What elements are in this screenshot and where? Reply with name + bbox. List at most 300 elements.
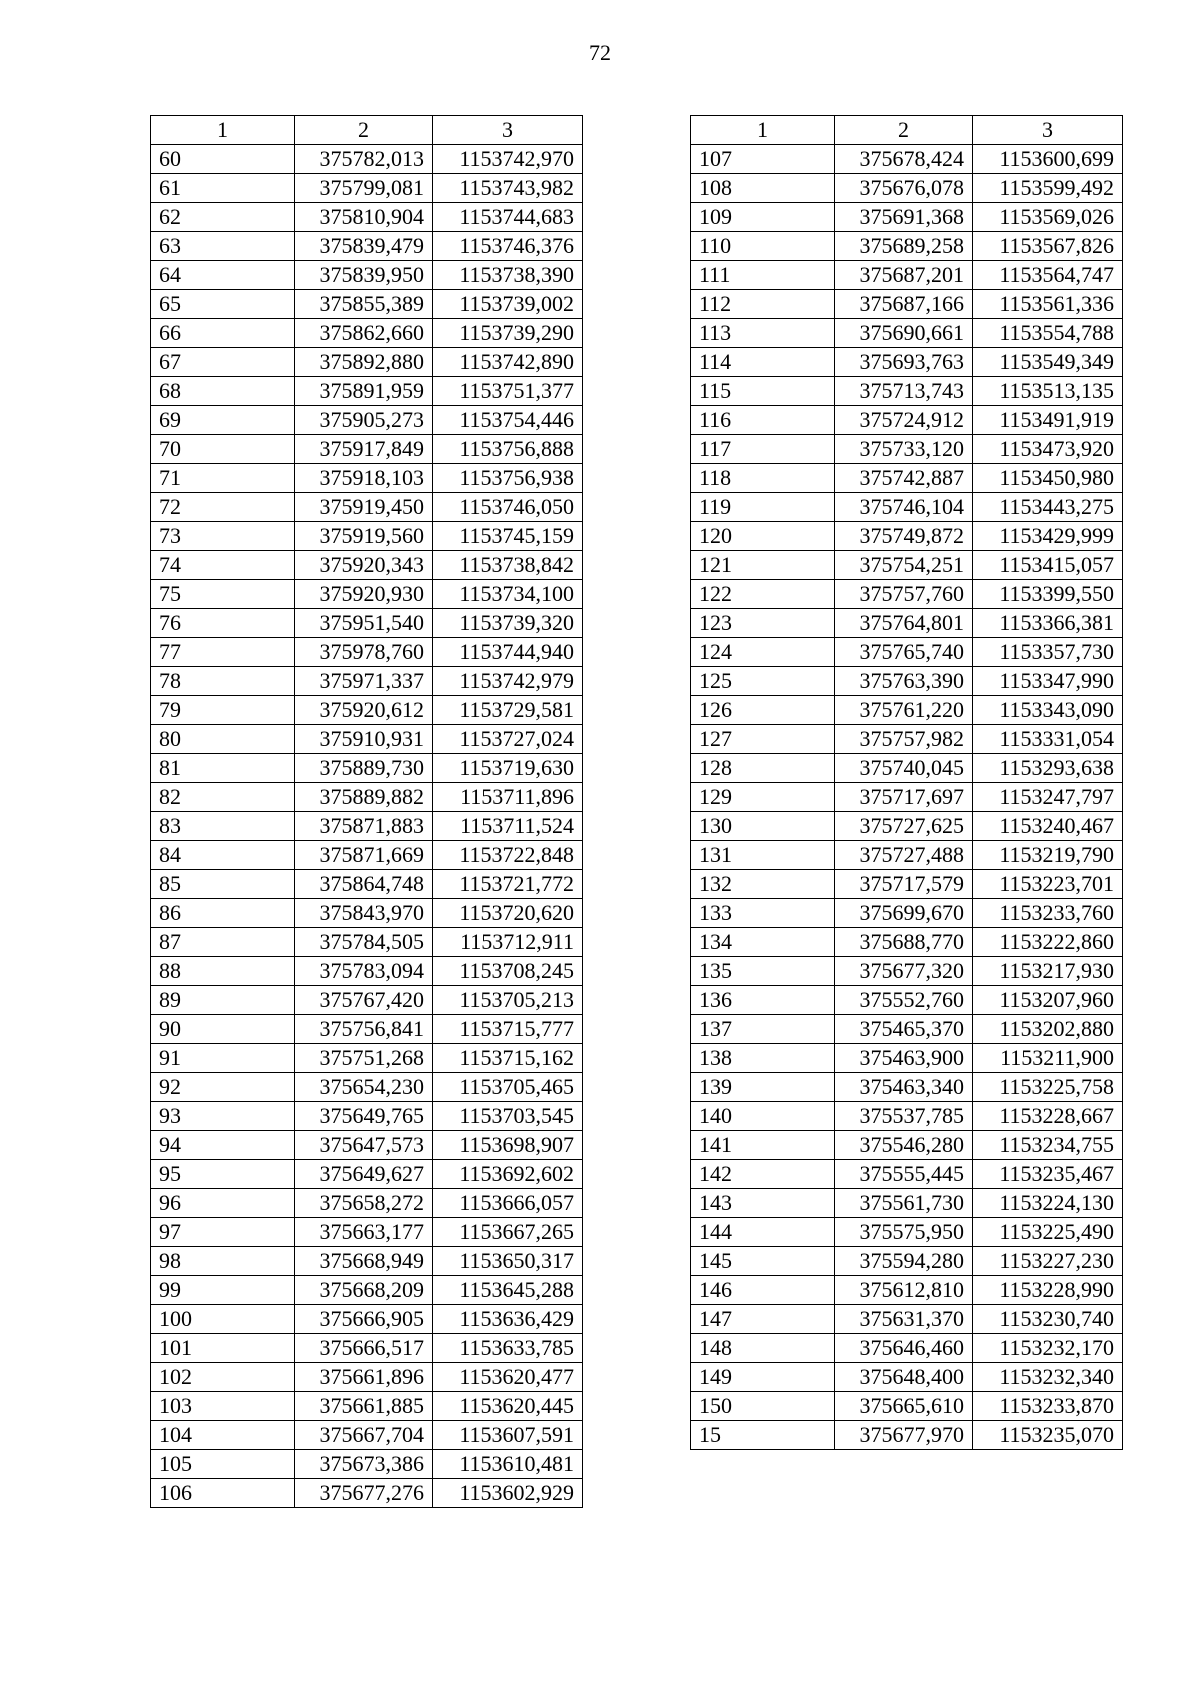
x-coordinate-cell: 375575,950	[835, 1218, 973, 1247]
table-row	[691, 609, 1123, 638]
point-number-cell: 105	[151, 1450, 295, 1479]
table-row	[151, 377, 583, 406]
table-row	[151, 1363, 583, 1392]
x-coordinate-cell: 375799,081	[295, 174, 433, 203]
point-number-cell: 131	[691, 841, 835, 870]
point-number-cell: 78	[151, 667, 295, 696]
table-row	[151, 203, 583, 232]
y-coordinate-cell: 1153712,911	[433, 928, 583, 957]
point-number-cell: 65	[151, 290, 295, 319]
x-coordinate-cell: 375919,450	[295, 493, 433, 522]
table-row	[151, 783, 583, 812]
x-coordinate-cell: 375561,730	[835, 1189, 973, 1218]
y-coordinate-cell: 1153645,288	[433, 1276, 583, 1305]
y-coordinate-cell: 1153415,057	[973, 551, 1123, 580]
table-row	[691, 1044, 1123, 1073]
table-row	[691, 1189, 1123, 1218]
table-row	[691, 406, 1123, 435]
x-coordinate-cell: 375677,276	[295, 1479, 433, 1508]
table-row	[151, 928, 583, 957]
y-coordinate-cell: 1153720,620	[433, 899, 583, 928]
y-coordinate-cell: 1153742,970	[433, 145, 583, 174]
y-coordinate-cell: 1153751,377	[433, 377, 583, 406]
x-coordinate-cell: 375689,258	[835, 232, 973, 261]
x-coordinate-cell: 375687,201	[835, 261, 973, 290]
point-number-cell: 103	[151, 1392, 295, 1421]
x-coordinate-cell: 375920,343	[295, 551, 433, 580]
y-coordinate-cell: 1153399,550	[973, 580, 1123, 609]
point-number-cell: 97	[151, 1218, 295, 1247]
x-coordinate-cell: 375746,104	[835, 493, 973, 522]
point-number-cell: 129	[691, 783, 835, 812]
x-coordinate-cell: 375678,424	[835, 145, 973, 174]
table-row	[691, 812, 1123, 841]
table-row	[691, 174, 1123, 203]
x-coordinate-cell: 375668,949	[295, 1247, 433, 1276]
table-row	[691, 145, 1123, 174]
point-number-cell: 106	[151, 1479, 295, 1508]
point-number-cell: 85	[151, 870, 295, 899]
y-coordinate-cell: 1153564,747	[973, 261, 1123, 290]
x-coordinate-cell: 375891,959	[295, 377, 433, 406]
point-number-cell: 140	[691, 1102, 835, 1131]
x-coordinate-cell: 375783,094	[295, 957, 433, 986]
x-coordinate-cell: 375555,445	[835, 1160, 973, 1189]
y-coordinate-cell: 1153234,755	[973, 1131, 1123, 1160]
x-coordinate-cell: 375666,517	[295, 1334, 433, 1363]
table-row	[691, 1276, 1123, 1305]
point-number-cell: 77	[151, 638, 295, 667]
table-row	[691, 464, 1123, 493]
y-coordinate-cell: 1153600,699	[973, 145, 1123, 174]
y-coordinate-cell: 1153734,100	[433, 580, 583, 609]
y-coordinate-cell: 1153739,290	[433, 319, 583, 348]
table-row	[691, 1305, 1123, 1334]
column-header: 1	[151, 116, 295, 145]
x-coordinate-cell: 375871,669	[295, 841, 433, 870]
point-number-cell: 122	[691, 580, 835, 609]
y-coordinate-cell: 1153756,888	[433, 435, 583, 464]
table-row	[151, 1160, 583, 1189]
x-coordinate-cell: 375839,479	[295, 232, 433, 261]
y-coordinate-cell: 1153738,390	[433, 261, 583, 290]
point-number-cell: 144	[691, 1218, 835, 1247]
y-coordinate-cell: 1153227,230	[973, 1247, 1123, 1276]
y-coordinate-cell: 1153711,896	[433, 783, 583, 812]
table-row	[151, 1305, 583, 1334]
point-number-cell: 148	[691, 1334, 835, 1363]
x-coordinate-cell: 375839,950	[295, 261, 433, 290]
point-number-cell: 83	[151, 812, 295, 841]
x-coordinate-cell: 375740,045	[835, 754, 973, 783]
table-row	[151, 899, 583, 928]
y-coordinate-cell: 1153698,907	[433, 1131, 583, 1160]
y-coordinate-cell: 1153633,785	[433, 1334, 583, 1363]
y-coordinate-cell: 1153450,980	[973, 464, 1123, 493]
point-number-cell: 120	[691, 522, 835, 551]
point-number-cell: 82	[151, 783, 295, 812]
y-coordinate-cell: 1153240,467	[973, 812, 1123, 841]
x-coordinate-cell: 375646,460	[835, 1334, 973, 1363]
point-number-cell: 94	[151, 1131, 295, 1160]
y-coordinate-cell: 1153222,860	[973, 928, 1123, 957]
table-row	[151, 1218, 583, 1247]
y-coordinate-cell: 1153745,159	[433, 522, 583, 551]
point-number-cell: 76	[151, 609, 295, 638]
x-coordinate-cell: 375537,785	[835, 1102, 973, 1131]
point-number-cell: 137	[691, 1015, 835, 1044]
y-coordinate-cell: 1153620,445	[433, 1392, 583, 1421]
table-row	[151, 1247, 583, 1276]
table-row	[691, 1015, 1123, 1044]
table-row	[151, 174, 583, 203]
x-coordinate-cell: 375594,280	[835, 1247, 973, 1276]
table-row	[151, 232, 583, 261]
y-coordinate-cell: 1153217,930	[973, 957, 1123, 986]
x-coordinate-cell: 375465,370	[835, 1015, 973, 1044]
x-coordinate-cell: 375765,740	[835, 638, 973, 667]
x-coordinate-cell: 375667,704	[295, 1421, 433, 1450]
table-row	[691, 522, 1123, 551]
point-number-cell: 70	[151, 435, 295, 464]
x-coordinate-cell: 375677,320	[835, 957, 973, 986]
y-coordinate-cell: 1153233,870	[973, 1392, 1123, 1421]
x-coordinate-cell: 375751,268	[295, 1044, 433, 1073]
point-number-cell: 135	[691, 957, 835, 986]
table-row	[691, 290, 1123, 319]
point-number-cell: 71	[151, 464, 295, 493]
point-number-cell: 149	[691, 1363, 835, 1392]
y-coordinate-cell: 1153705,465	[433, 1073, 583, 1102]
point-number-cell: 102	[151, 1363, 295, 1392]
y-coordinate-cell: 1153746,376	[433, 232, 583, 261]
table-row	[691, 1102, 1123, 1131]
y-coordinate-cell: 1153366,381	[973, 609, 1123, 638]
point-number-cell: 87	[151, 928, 295, 957]
y-coordinate-cell: 1153739,002	[433, 290, 583, 319]
point-number-cell: 116	[691, 406, 835, 435]
point-number-cell: 80	[151, 725, 295, 754]
table-row	[151, 609, 583, 638]
point-number-cell: 110	[691, 232, 835, 261]
y-coordinate-cell: 1153667,265	[433, 1218, 583, 1247]
y-coordinate-cell: 1153721,772	[433, 870, 583, 899]
x-coordinate-cell: 375742,887	[835, 464, 973, 493]
x-coordinate-cell: 375647,573	[295, 1131, 433, 1160]
table-row	[691, 667, 1123, 696]
y-coordinate-cell: 1153232,340	[973, 1363, 1123, 1392]
y-coordinate-cell: 1153742,979	[433, 667, 583, 696]
x-coordinate-cell: 375754,251	[835, 551, 973, 580]
y-coordinate-cell: 1153230,740	[973, 1305, 1123, 1334]
table-row	[151, 1392, 583, 1421]
table-row	[151, 841, 583, 870]
table-row	[151, 986, 583, 1015]
y-coordinate-cell: 1153549,349	[973, 348, 1123, 377]
point-number-cell: 121	[691, 551, 835, 580]
table-row	[151, 493, 583, 522]
y-coordinate-cell: 1153343,090	[973, 696, 1123, 725]
x-coordinate-cell: 375910,931	[295, 725, 433, 754]
x-coordinate-cell: 375654,230	[295, 1073, 433, 1102]
point-number-cell: 88	[151, 957, 295, 986]
y-coordinate-cell: 1153228,990	[973, 1276, 1123, 1305]
x-coordinate-cell: 375749,872	[835, 522, 973, 551]
table-row	[151, 1189, 583, 1218]
point-number-cell: 133	[691, 899, 835, 928]
x-coordinate-cell: 375757,760	[835, 580, 973, 609]
y-coordinate-cell: 1153247,797	[973, 783, 1123, 812]
x-coordinate-cell: 375463,340	[835, 1073, 973, 1102]
y-coordinate-cell: 1153705,213	[433, 986, 583, 1015]
point-number-cell: 61	[151, 174, 295, 203]
y-coordinate-cell: 1153739,320	[433, 609, 583, 638]
y-coordinate-cell: 1153708,245	[433, 957, 583, 986]
table-row	[151, 696, 583, 725]
y-coordinate-cell: 1153715,777	[433, 1015, 583, 1044]
x-coordinate-cell: 375871,883	[295, 812, 433, 841]
x-coordinate-cell: 375971,337	[295, 667, 433, 696]
table-row	[691, 1073, 1123, 1102]
y-coordinate-cell: 1153225,490	[973, 1218, 1123, 1247]
point-number-cell: 147	[691, 1305, 835, 1334]
table-row	[151, 1131, 583, 1160]
table-row	[151, 812, 583, 841]
point-number-cell: 64	[151, 261, 295, 290]
x-coordinate-cell: 375918,103	[295, 464, 433, 493]
table-row	[691, 1247, 1123, 1276]
point-number-cell: 73	[151, 522, 295, 551]
y-coordinate-cell: 1153569,026	[973, 203, 1123, 232]
x-coordinate-cell: 375733,120	[835, 435, 973, 464]
y-coordinate-cell: 1153224,130	[973, 1189, 1123, 1218]
table-row	[151, 290, 583, 319]
point-number-cell: 115	[691, 377, 835, 406]
x-coordinate-cell: 375782,013	[295, 145, 433, 174]
y-coordinate-cell: 1153744,683	[433, 203, 583, 232]
y-coordinate-cell: 1153357,730	[973, 638, 1123, 667]
y-coordinate-cell: 1153561,336	[973, 290, 1123, 319]
y-coordinate-cell: 1153715,162	[433, 1044, 583, 1073]
point-number-cell: 141	[691, 1131, 835, 1160]
table-row	[691, 435, 1123, 464]
table-row	[151, 348, 583, 377]
point-number-cell: 111	[691, 261, 835, 290]
point-number-cell: 132	[691, 870, 835, 899]
x-coordinate-cell: 375889,882	[295, 783, 433, 812]
x-coordinate-cell: 375767,420	[295, 986, 433, 1015]
table-row	[151, 551, 583, 580]
x-coordinate-cell: 375663,177	[295, 1218, 433, 1247]
point-number-cell: 124	[691, 638, 835, 667]
x-coordinate-cell: 375688,770	[835, 928, 973, 957]
table-row	[151, 319, 583, 348]
x-coordinate-cell: 375920,930	[295, 580, 433, 609]
x-coordinate-cell: 375919,560	[295, 522, 433, 551]
page-number: 72	[589, 40, 611, 65]
y-coordinate-cell: 1153692,602	[433, 1160, 583, 1189]
point-number-cell: 79	[151, 696, 295, 725]
x-coordinate-cell: 375648,400	[835, 1363, 973, 1392]
y-coordinate-cell: 1153711,524	[433, 812, 583, 841]
table-row	[691, 1363, 1123, 1392]
x-coordinate-cell: 375727,488	[835, 841, 973, 870]
table-row	[151, 1421, 583, 1450]
table-row	[151, 464, 583, 493]
y-coordinate-cell: 1153738,842	[433, 551, 583, 580]
x-coordinate-cell: 375693,763	[835, 348, 973, 377]
point-number-cell: 74	[151, 551, 295, 580]
table-row	[691, 957, 1123, 986]
table-row	[151, 1276, 583, 1305]
point-number-cell: 91	[151, 1044, 295, 1073]
x-coordinate-cell: 375649,765	[295, 1102, 433, 1131]
y-coordinate-cell: 1153742,890	[433, 348, 583, 377]
table-row	[691, 725, 1123, 754]
y-coordinate-cell: 1153219,790	[973, 841, 1123, 870]
y-coordinate-cell: 1153491,919	[973, 406, 1123, 435]
table-header-row	[151, 116, 583, 145]
point-number-cell: 146	[691, 1276, 835, 1305]
x-coordinate-cell: 375892,880	[295, 348, 433, 377]
point-number-cell: 104	[151, 1421, 295, 1450]
x-coordinate-cell: 375665,610	[835, 1392, 973, 1421]
y-coordinate-cell: 1153331,054	[973, 725, 1123, 754]
x-coordinate-cell: 375717,697	[835, 783, 973, 812]
x-coordinate-cell: 375843,970	[295, 899, 433, 928]
x-coordinate-cell: 375727,625	[835, 812, 973, 841]
table-row	[151, 870, 583, 899]
x-coordinate-cell: 375951,540	[295, 609, 433, 638]
x-coordinate-cell: 375763,390	[835, 667, 973, 696]
y-coordinate-cell: 1153744,940	[433, 638, 583, 667]
table-row	[691, 261, 1123, 290]
y-coordinate-cell: 1153729,581	[433, 696, 583, 725]
point-number-cell: 109	[691, 203, 835, 232]
table-row	[691, 783, 1123, 812]
x-coordinate-cell: 375666,905	[295, 1305, 433, 1334]
y-coordinate-cell: 1153228,667	[973, 1102, 1123, 1131]
point-number-cell: 69	[151, 406, 295, 435]
y-coordinate-cell: 1153602,929	[433, 1479, 583, 1508]
table-row	[151, 667, 583, 696]
y-coordinate-cell: 1153223,701	[973, 870, 1123, 899]
x-coordinate-cell: 375978,760	[295, 638, 433, 667]
x-coordinate-cell: 375677,970	[835, 1421, 973, 1450]
table-row	[151, 261, 583, 290]
x-coordinate-cell: 375905,273	[295, 406, 433, 435]
table-row	[151, 1450, 583, 1479]
x-coordinate-cell: 375676,078	[835, 174, 973, 203]
column-header: 3	[973, 116, 1123, 145]
y-coordinate-cell: 1153610,481	[433, 1450, 583, 1479]
table-row	[691, 580, 1123, 609]
table-row	[691, 493, 1123, 522]
point-number-cell: 145	[691, 1247, 835, 1276]
table-row	[691, 377, 1123, 406]
table-row	[691, 232, 1123, 261]
table-header-row	[691, 116, 1123, 145]
y-coordinate-cell: 1153666,057	[433, 1189, 583, 1218]
y-coordinate-cell: 1153207,960	[973, 986, 1123, 1015]
y-coordinate-cell: 1153443,275	[973, 493, 1123, 522]
table-row	[691, 899, 1123, 928]
table-row	[151, 1015, 583, 1044]
y-coordinate-cell: 1153554,788	[973, 319, 1123, 348]
y-coordinate-cell: 1153225,758	[973, 1073, 1123, 1102]
column-header: 2	[295, 116, 433, 145]
x-coordinate-cell: 375764,801	[835, 609, 973, 638]
x-coordinate-cell: 375713,743	[835, 377, 973, 406]
x-coordinate-cell: 375756,841	[295, 1015, 433, 1044]
table-row	[691, 1160, 1123, 1189]
x-coordinate-cell: 375687,166	[835, 290, 973, 319]
y-coordinate-cell: 1153754,446	[433, 406, 583, 435]
point-number-cell: 75	[151, 580, 295, 609]
table-row	[691, 1131, 1123, 1160]
y-coordinate-cell: 1153743,982	[433, 174, 583, 203]
point-number-cell: 72	[151, 493, 295, 522]
y-coordinate-cell: 1153473,920	[973, 435, 1123, 464]
point-number-cell: 93	[151, 1102, 295, 1131]
table-row	[151, 435, 583, 464]
y-coordinate-cell: 1153235,467	[973, 1160, 1123, 1189]
x-coordinate-cell: 375649,627	[295, 1160, 433, 1189]
y-coordinate-cell: 1153722,848	[433, 841, 583, 870]
x-coordinate-cell: 375661,896	[295, 1363, 433, 1392]
y-coordinate-cell: 1153235,070	[973, 1421, 1123, 1450]
coordinates-table-left	[150, 115, 583, 1508]
point-number-cell: 119	[691, 493, 835, 522]
table-row	[151, 580, 583, 609]
point-number-cell: 92	[151, 1073, 295, 1102]
y-coordinate-cell: 1153607,591	[433, 1421, 583, 1450]
point-number-cell: 128	[691, 754, 835, 783]
y-coordinate-cell: 1153746,050	[433, 493, 583, 522]
table-row	[691, 319, 1123, 348]
x-coordinate-cell: 375699,670	[835, 899, 973, 928]
x-coordinate-cell: 375757,982	[835, 725, 973, 754]
point-number-cell: 112	[691, 290, 835, 319]
column-header: 2	[835, 116, 973, 145]
table-row	[151, 522, 583, 551]
table-row	[151, 754, 583, 783]
table-row	[151, 145, 583, 174]
table-row	[691, 638, 1123, 667]
point-number-cell: 67	[151, 348, 295, 377]
point-number-cell: 136	[691, 986, 835, 1015]
y-coordinate-cell: 1153599,492	[973, 174, 1123, 203]
table-row	[691, 1421, 1123, 1450]
point-number-cell: 96	[151, 1189, 295, 1218]
point-number-cell: 107	[691, 145, 835, 174]
y-coordinate-cell: 1153727,024	[433, 725, 583, 754]
table-row	[691, 841, 1123, 870]
x-coordinate-cell: 375717,579	[835, 870, 973, 899]
point-number-cell: 86	[151, 899, 295, 928]
point-number-cell: 123	[691, 609, 835, 638]
x-coordinate-cell: 375658,272	[295, 1189, 433, 1218]
point-number-cell: 98	[151, 1247, 295, 1276]
point-number-cell: 108	[691, 174, 835, 203]
y-coordinate-cell: 1153211,900	[973, 1044, 1123, 1073]
point-number-cell: 127	[691, 725, 835, 754]
y-coordinate-cell: 1153202,880	[973, 1015, 1123, 1044]
table-row	[691, 1334, 1123, 1363]
table-row	[691, 203, 1123, 232]
column-header: 1	[691, 116, 835, 145]
point-number-cell: 63	[151, 232, 295, 261]
